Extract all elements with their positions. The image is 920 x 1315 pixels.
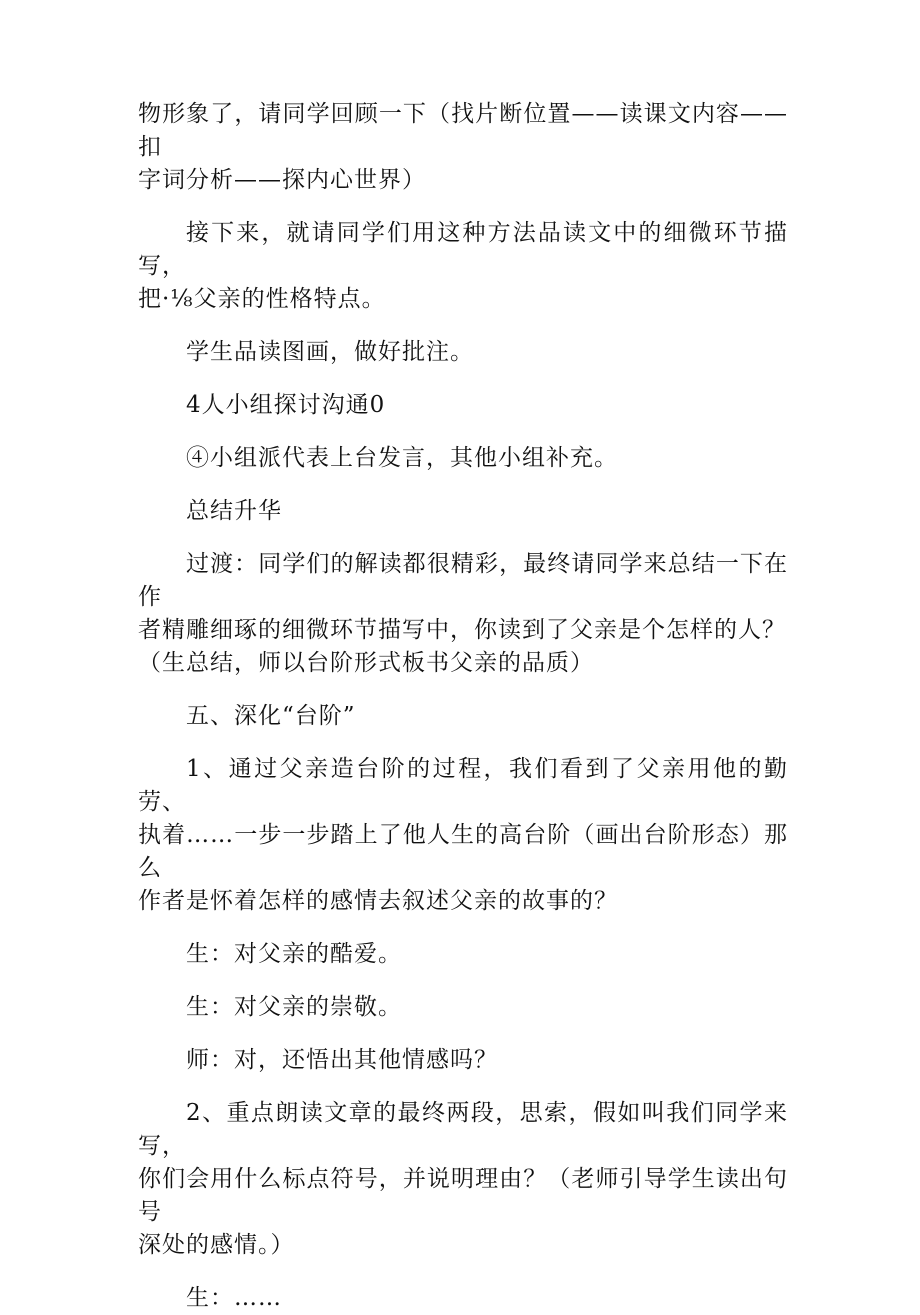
text-line: 4人小组探讨沟通0 xyxy=(186,392,386,418)
text-line: 2、重点朗读文章的最终两段，思索，假如叫我们同学来写， xyxy=(138,1100,788,1159)
text-line: 深处的感情。） xyxy=(138,1232,295,1258)
text-line: 五、深化“台阶” xyxy=(186,703,356,729)
section-heading-summary xyxy=(138,495,788,528)
text-line: 学生品读图画，做好批注。 xyxy=(186,339,474,365)
paragraph-transition xyxy=(138,548,788,680)
text-line: 者精雕细琢的细微环节描写中，你读到了父亲是个怎样的人？ xyxy=(138,617,786,643)
paragraph-student-ellipsis xyxy=(138,1282,788,1315)
paragraph-student-answer-2 xyxy=(138,991,788,1024)
paragraph-group-present xyxy=(138,442,788,475)
text-line: 把·⅛父亲的性格特点。 xyxy=(138,286,386,312)
paragraph-teacher-question xyxy=(138,1044,788,1077)
text-line: 师：对，还悟出其他情感吗？ xyxy=(186,1047,498,1073)
text-line: 接下来，就请同学们用这种方法品读文中的细微环节描写， xyxy=(138,220,788,279)
paragraph-apply-method xyxy=(138,217,788,316)
text-line: 生：对父亲的崇敬。 xyxy=(186,994,402,1020)
section-heading-deepen xyxy=(138,700,788,733)
text-line: 字词分析——探内心世界） xyxy=(138,167,426,193)
paragraph-group-discussion xyxy=(138,389,788,422)
text-line: 执着……一步一步踏上了他人生的高台阶（画出台阶形态）那么 xyxy=(138,822,788,881)
text-line: 1、通过父亲造台阶的过程，我们看到了父亲用他的勤劳、 xyxy=(138,756,788,815)
paragraph-step-two xyxy=(138,1097,788,1262)
document-body xyxy=(138,98,788,1315)
text-line: 生：…… xyxy=(186,1285,282,1311)
text-line: 过渡：同学们的解读都很精彩，最终请同学来总结一下在作 xyxy=(138,551,788,610)
text-line: 作者是怀着怎样的感情去叙述父亲的故事的？ xyxy=(138,888,618,914)
text-line: 物形象了，请同学回顾一下（找片断位置——读课文内容——扣 xyxy=(138,101,788,160)
text-line: 你们会用什么标点符号，并说明理由？（老师引导学生读出句号 xyxy=(138,1166,788,1225)
paragraph-step-one xyxy=(138,753,788,918)
text-line: ④小组派代表上台发言，其他小组补充。 xyxy=(186,445,618,471)
paragraph-student-reading xyxy=(138,336,788,369)
paragraph-review-method xyxy=(138,98,788,197)
text-line: 总结升华 xyxy=(186,498,282,524)
text-line: 生：对父亲的酷爱。 xyxy=(186,941,402,967)
text-line: （生总结，师以台阶形式板书父亲的品质） xyxy=(138,650,594,676)
paragraph-student-answer-1 xyxy=(138,938,788,971)
